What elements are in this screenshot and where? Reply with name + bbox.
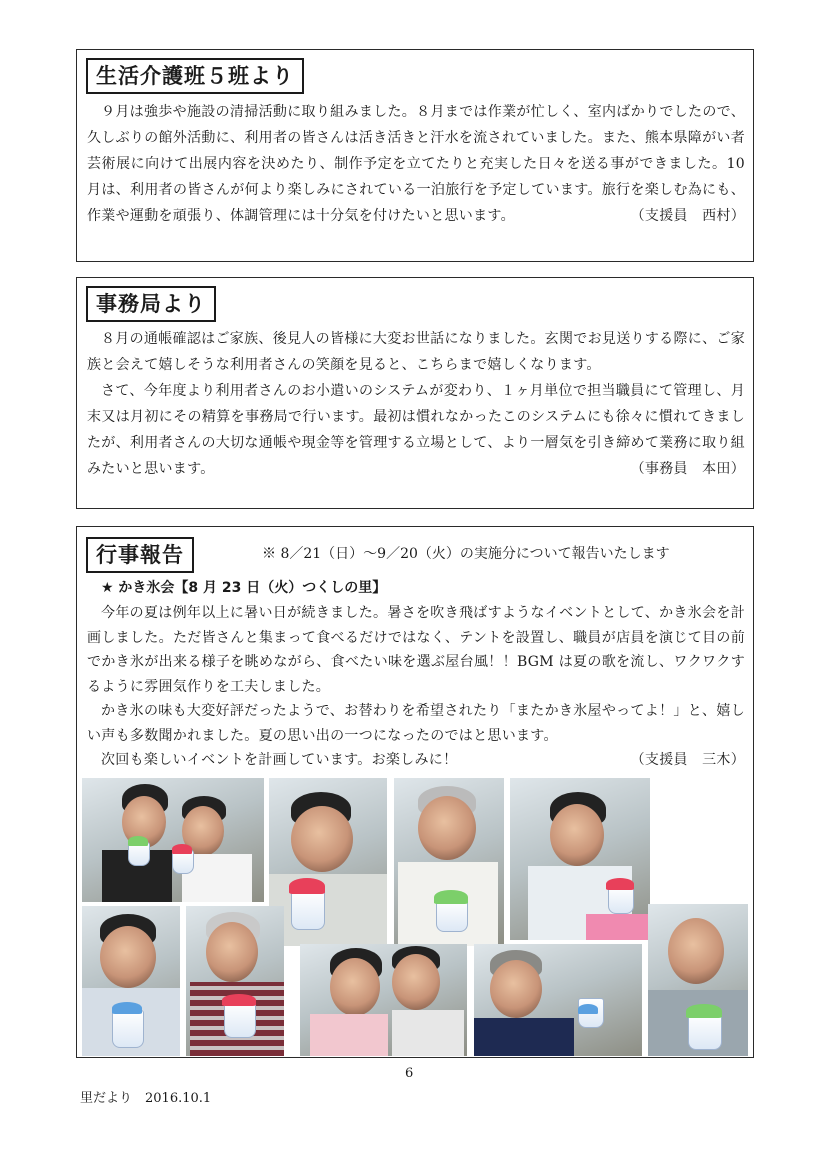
event-title: ★ かき氷会【8 月 23 日（火）つくしの里】: [101, 580, 387, 596]
event-photo: [394, 778, 504, 946]
event-photo: [474, 944, 642, 1056]
section-body-care-team: [87, 99, 745, 229]
report-period-note: ※ 8／21（日）～9／20（火）の実施分について報告いたします: [262, 546, 670, 562]
event-photo: [510, 778, 650, 940]
section-care-team: [76, 49, 754, 262]
event-para-1: 今年の夏は例年以上に暑い日が続きました。暑さを吹き飛ばすようなイベントとして、かき氷会を計画しました。ただ皆さんと集まって食べるだけではなく、テントを設置し、職員が店員を演じて目の前でかき氷が出来る様子を眺めながら、食べたい味を選ぶ屋台風！！BGM は夏の歌を流し、ワクワクするように雰囲気作りを工夫しました。: [87, 605, 745, 695]
event-photo: [269, 778, 387, 946]
office-para-1: ８月の通帳確認はご家族、後見人の皆様に大変お世話になりました。玄関でお見送りする際に、ご家族と会えて嬉しそうな利用者さんの笑顔を見ると、こちらまで嬉しくなります。: [87, 331, 745, 373]
office-para-2: さて、今年度より利用者さんのお小遣いのシステムが変わり、１ヶ月単位で担当職員にて管理し、月末又は月初にその精算を事務局で行います。最初は慣れなかったこのシステムにも徐々に慣れてきましたが、利用者さんの大切な通帳や現金等を管理する立場として、より一層気を引き締めて業務に取り組みたいと思います。: [87, 383, 745, 477]
publication-label: 里だより 2016.10.1: [80, 1091, 212, 1106]
section-heading-office: 事務局より: [86, 286, 216, 322]
page-number: 6: [405, 1066, 414, 1081]
section-office: [76, 277, 754, 509]
signature: （事務員 本田）: [630, 461, 745, 477]
section-heading-care-team: 生活介護班５班より: [86, 58, 304, 94]
event-para-3: 次回も楽しいイベントを計画しています。お楽しみに！: [101, 752, 458, 768]
signature: （支援員 西村）: [630, 208, 745, 224]
event-photo: [186, 906, 284, 1056]
event-para-2: かき氷の味も大変好評だったようで、お替わりを希望されたり「またかき氷屋やってよ！」と、嬉しい声も多数聞かれました。夏の思い出の一つになったのではと思います。: [87, 703, 745, 744]
event-photo: [82, 778, 264, 902]
section-body-office: [87, 326, 745, 482]
event-photo: [82, 906, 180, 1056]
event-photo: [648, 904, 748, 1056]
body-text: ９月は強歩や施設の清掃活動に取り組みました。８月までは作業が忙しく、室内ばかりでしたので、久しぶりの館外活動に、利用者の皆さんは活き活きと汗水を流されていました。また、熊本県障がい者芸術展に向けて出展内容を決めたり、制作予定を立てたりと充実した日々を送る事ができました。10 月は、利用者の皆さんが何より楽しみにされている一泊旅行を予定しています。旅行を楽しむ為にも、作業や運動を頑張り、体調管理には十分気を付けたいと思います。: [87, 104, 745, 224]
event-photo: [300, 944, 467, 1056]
signature: （支援員 三木）: [630, 752, 745, 768]
section-heading-event: 行事報告: [86, 537, 194, 573]
section-body-event: [87, 601, 745, 773]
